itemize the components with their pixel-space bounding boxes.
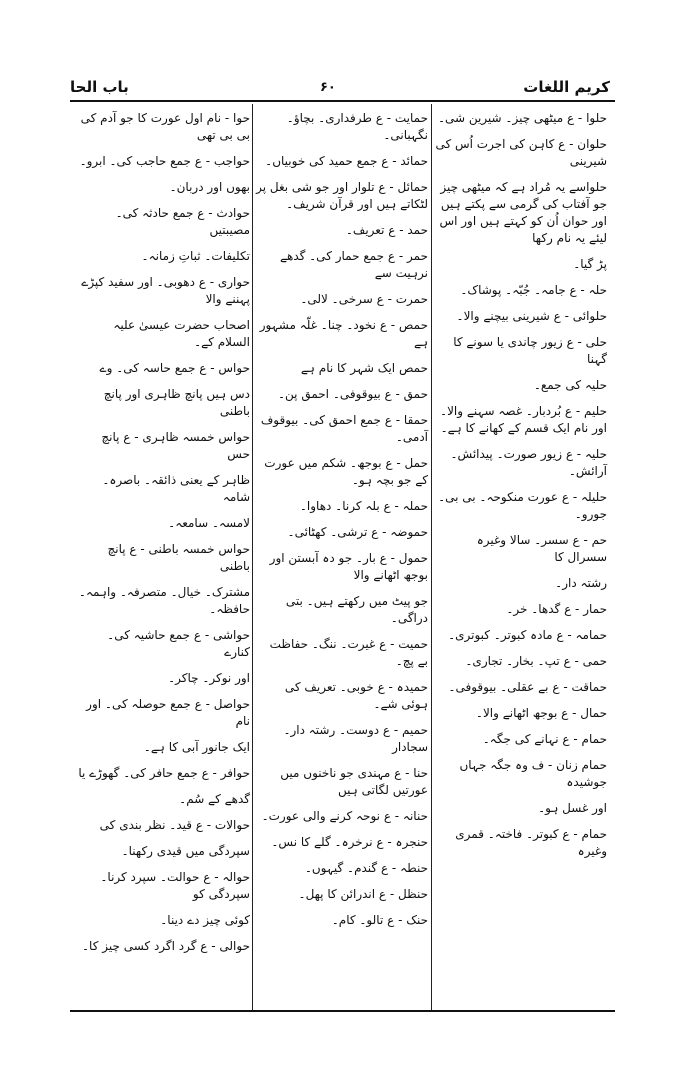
entry: رشتہ دار۔: [555, 576, 607, 590]
entry: حمام - ع کبوتر۔ فاختہ۔ قمری وغیرہ: [455, 827, 607, 858]
entry: حمیدہ - ع خوبی۔ تعریف کی ہوئی شے۔: [284, 680, 428, 711]
entry: حمایت - ع طرفداری۔ بچاؤ۔ نگہبانی۔: [286, 111, 428, 142]
column-divider-right: [431, 104, 432, 1010]
entry: حواس - ع جمع حاسہ کی۔ وے: [99, 361, 250, 375]
entry: حمل - ع بوجھ۔ شکم میں عورت کے جو بچہ ہو۔: [264, 456, 428, 487]
entry: حموضہ - ع ترشی۔ کھٹائی۔: [287, 525, 428, 539]
entry: حلوان - ع کاہن کی اجرت اُس کی شیرینی: [435, 137, 607, 168]
entry: حوالہ - ع حوالت۔ سپرد کرنا۔ سپردگی کو: [100, 870, 250, 901]
entry: حماقت - ع بے عقلی۔ بیوقوفی۔: [448, 680, 607, 694]
entry: حمرت - ع سرخی۔ لالی۔: [300, 292, 428, 306]
entry: حواصل - ع جمع حوصلہ کی۔ اور نام: [86, 697, 250, 728]
entry: حواجب - ع جمع حاجب کی۔ ابرو۔: [79, 154, 250, 168]
entry: حمال - ع بوجھ اٹھانے والا۔: [475, 706, 607, 720]
entry: بھوں اور دربان۔: [169, 180, 250, 194]
column-left: [78, 110, 250, 964]
entry: حنا - ع مہندی جو ناخنوں میں عورتیں لگاتی ہیں: [280, 766, 428, 797]
entry: لامسہ۔ سامعہ۔: [168, 516, 250, 530]
entry: حلی - ع زیور چاندی یا سونے کا گہنا: [453, 335, 607, 366]
entry: دس ہیں پانچ ظاہری اور پانچ باطنی: [103, 387, 250, 418]
entry: حمیت - ع غیرت۔ ننگ۔ حفاظت بے پچ۔: [269, 637, 428, 668]
entry: حمص ایک شہر کا نام ہے: [300, 361, 428, 375]
column-right: [435, 110, 607, 869]
entry: حلواسے یہ مُراد ہے کہ میٹھی چیز جو آفتاب کی گرمی سے پکتے ہیں اور حوان اُن کو کہتے ہیں اور اس لیئے یہ نام رکھا: [439, 180, 607, 245]
entry: حنجرہ - ع نرخرہ۔ گلے کا نس۔: [271, 835, 428, 849]
page-number: ۶۰: [320, 80, 336, 95]
entry: حلوائی - ع شیرینی بیچنے والا۔: [456, 309, 607, 323]
entry: حوادث - ع جمع حادثہ کی۔ مصیبتیں: [115, 206, 250, 237]
entry: گدھے کے سُم۔: [179, 792, 250, 806]
entry: حمامہ - ع مادہ کبوتر۔ کبوتری۔: [448, 628, 607, 642]
entry: ایک جانور آبی کا ہے۔: [143, 740, 250, 754]
page-header: [70, 78, 610, 102]
entry: حمص - ع نخود۔ چنا۔ غلّہ مشہور ہے: [259, 318, 428, 349]
entry: حمار - ع گدھا۔ خر۔: [506, 602, 607, 616]
footer-rule: [70, 1010, 615, 1012]
entry: اصحاب حضرت عیسیٰ علیہ السلام کے۔: [113, 318, 250, 349]
entry: حمقا - ع جمع احمق کی۔ بیوقوف آدمی۔: [260, 413, 428, 444]
entry: حمد - ع تعریف۔: [345, 223, 428, 237]
header-rule: [70, 100, 615, 102]
entry: حوا - نام اول عورت کا جو آدم کی بی بی تھی: [80, 111, 250, 142]
entry: حوالات - ع قید۔ نظر بندی کی: [99, 818, 250, 832]
entry: تکلیفات۔ ثباتِ زمانہ۔: [141, 249, 250, 263]
entry: حنظل - ع اندرائن کا پھل۔: [298, 887, 428, 901]
entry: حوالی - ع گرد اگرد کسی چیز کا۔: [82, 939, 250, 953]
entry: اور غسل ہو۔: [538, 801, 607, 815]
entry: حمام زنان - ف وہ جگہ جہاں جوشیدہ: [459, 758, 607, 789]
entry: حلیہ - ع زیور صورت۔ پیدائش۔ آرائش۔: [450, 447, 607, 478]
entry: حملہ - ع بلہ کرنا۔ دھاوا۔: [299, 499, 428, 513]
entry: ظاہر کے یعنی ذائقہ۔ باصرہ۔ شامہ: [102, 473, 250, 504]
entry: حنطہ - ع گندم۔ گیہوں۔: [304, 861, 428, 875]
book-title: کریم اللغات: [523, 78, 610, 96]
column-divider-left: [252, 104, 253, 1010]
entry: حمام - ع نہانے کی جگہ۔: [482, 732, 607, 746]
entry: حم - ع سسر۔ سالا وغیرہ سسرال کا: [476, 533, 607, 564]
entry: حنک - ع تالو۔ کام۔: [331, 913, 428, 927]
entry: حمول - ع بار۔ جو دہ آبستن اور بوجھ اٹھانے والا: [269, 551, 428, 582]
entry: حنانہ - ع نوحہ کرنے والی عورت۔: [261, 809, 428, 823]
entry: پڑ گیا۔: [573, 257, 607, 271]
entry: حمیم - ع دوست۔ رشتہ دار۔ سجادار: [283, 723, 428, 754]
entry: حلیہ کی جمع۔: [533, 378, 607, 392]
entry: حلوا - ع میٹھی چیز۔ شیرین شی۔: [437, 111, 607, 125]
entry: اور نوکر۔ چاکر۔: [168, 671, 250, 685]
section-title: باب الحا: [70, 78, 129, 96]
entry: حواس خمسہ باطنی - ع پانچ باطنی: [107, 542, 250, 573]
entry: جو پیٹ میں رکھتے ہیں۔ بتی دراگی۔: [285, 594, 428, 625]
entry: حوافر - ع جمع حافر کی۔ گھوڑے یا: [78, 766, 250, 780]
entry: حمق - ع بیوقوفی۔ احمق پن۔: [278, 387, 428, 401]
entry: حمائد - ع جمع حمید کی خوبیاں۔: [265, 154, 428, 168]
entry: حواشی - ع جمع حاشیہ کی۔ کنارے: [107, 628, 250, 659]
entry: حواس خمسہ ظاہری - ع پانچ حس: [101, 430, 250, 461]
entry: حمر - ع جمع حمار کی۔ گدھے نرہیت سے: [279, 249, 428, 280]
entry: حواری - ع دھوبی۔ اور سفید کپڑے پہننے والا: [81, 275, 250, 306]
column-middle: [256, 110, 428, 938]
entry: سپردگی میں قیدی رکھنا۔: [121, 844, 250, 858]
entry: حمی - ع تپ۔ بخار۔ تجاری۔: [465, 654, 607, 668]
entry: حمائل - ع تلوار اور جو شی بغل پر لٹکاتے ہیں اور قرآن شریف۔: [256, 180, 428, 211]
entry: مشترک۔ خیال۔ متصرفہ۔ واہمہ۔ حافظہ۔: [78, 585, 250, 616]
entry: حلیم - ع بُردبار۔ غصہ سہنے والا۔ اور نام ایک قسم کے کھانے کا ہے۔: [440, 404, 607, 435]
entry: حلہ - ع جامہ۔ جُبّہ۔ پوشاک۔: [460, 283, 607, 297]
entry: حلیلہ - ع عورت منکوحہ۔ بی بی۔ جورو۔: [438, 490, 607, 521]
entry: کوئی چیز دے دینا۔: [160, 913, 250, 927]
